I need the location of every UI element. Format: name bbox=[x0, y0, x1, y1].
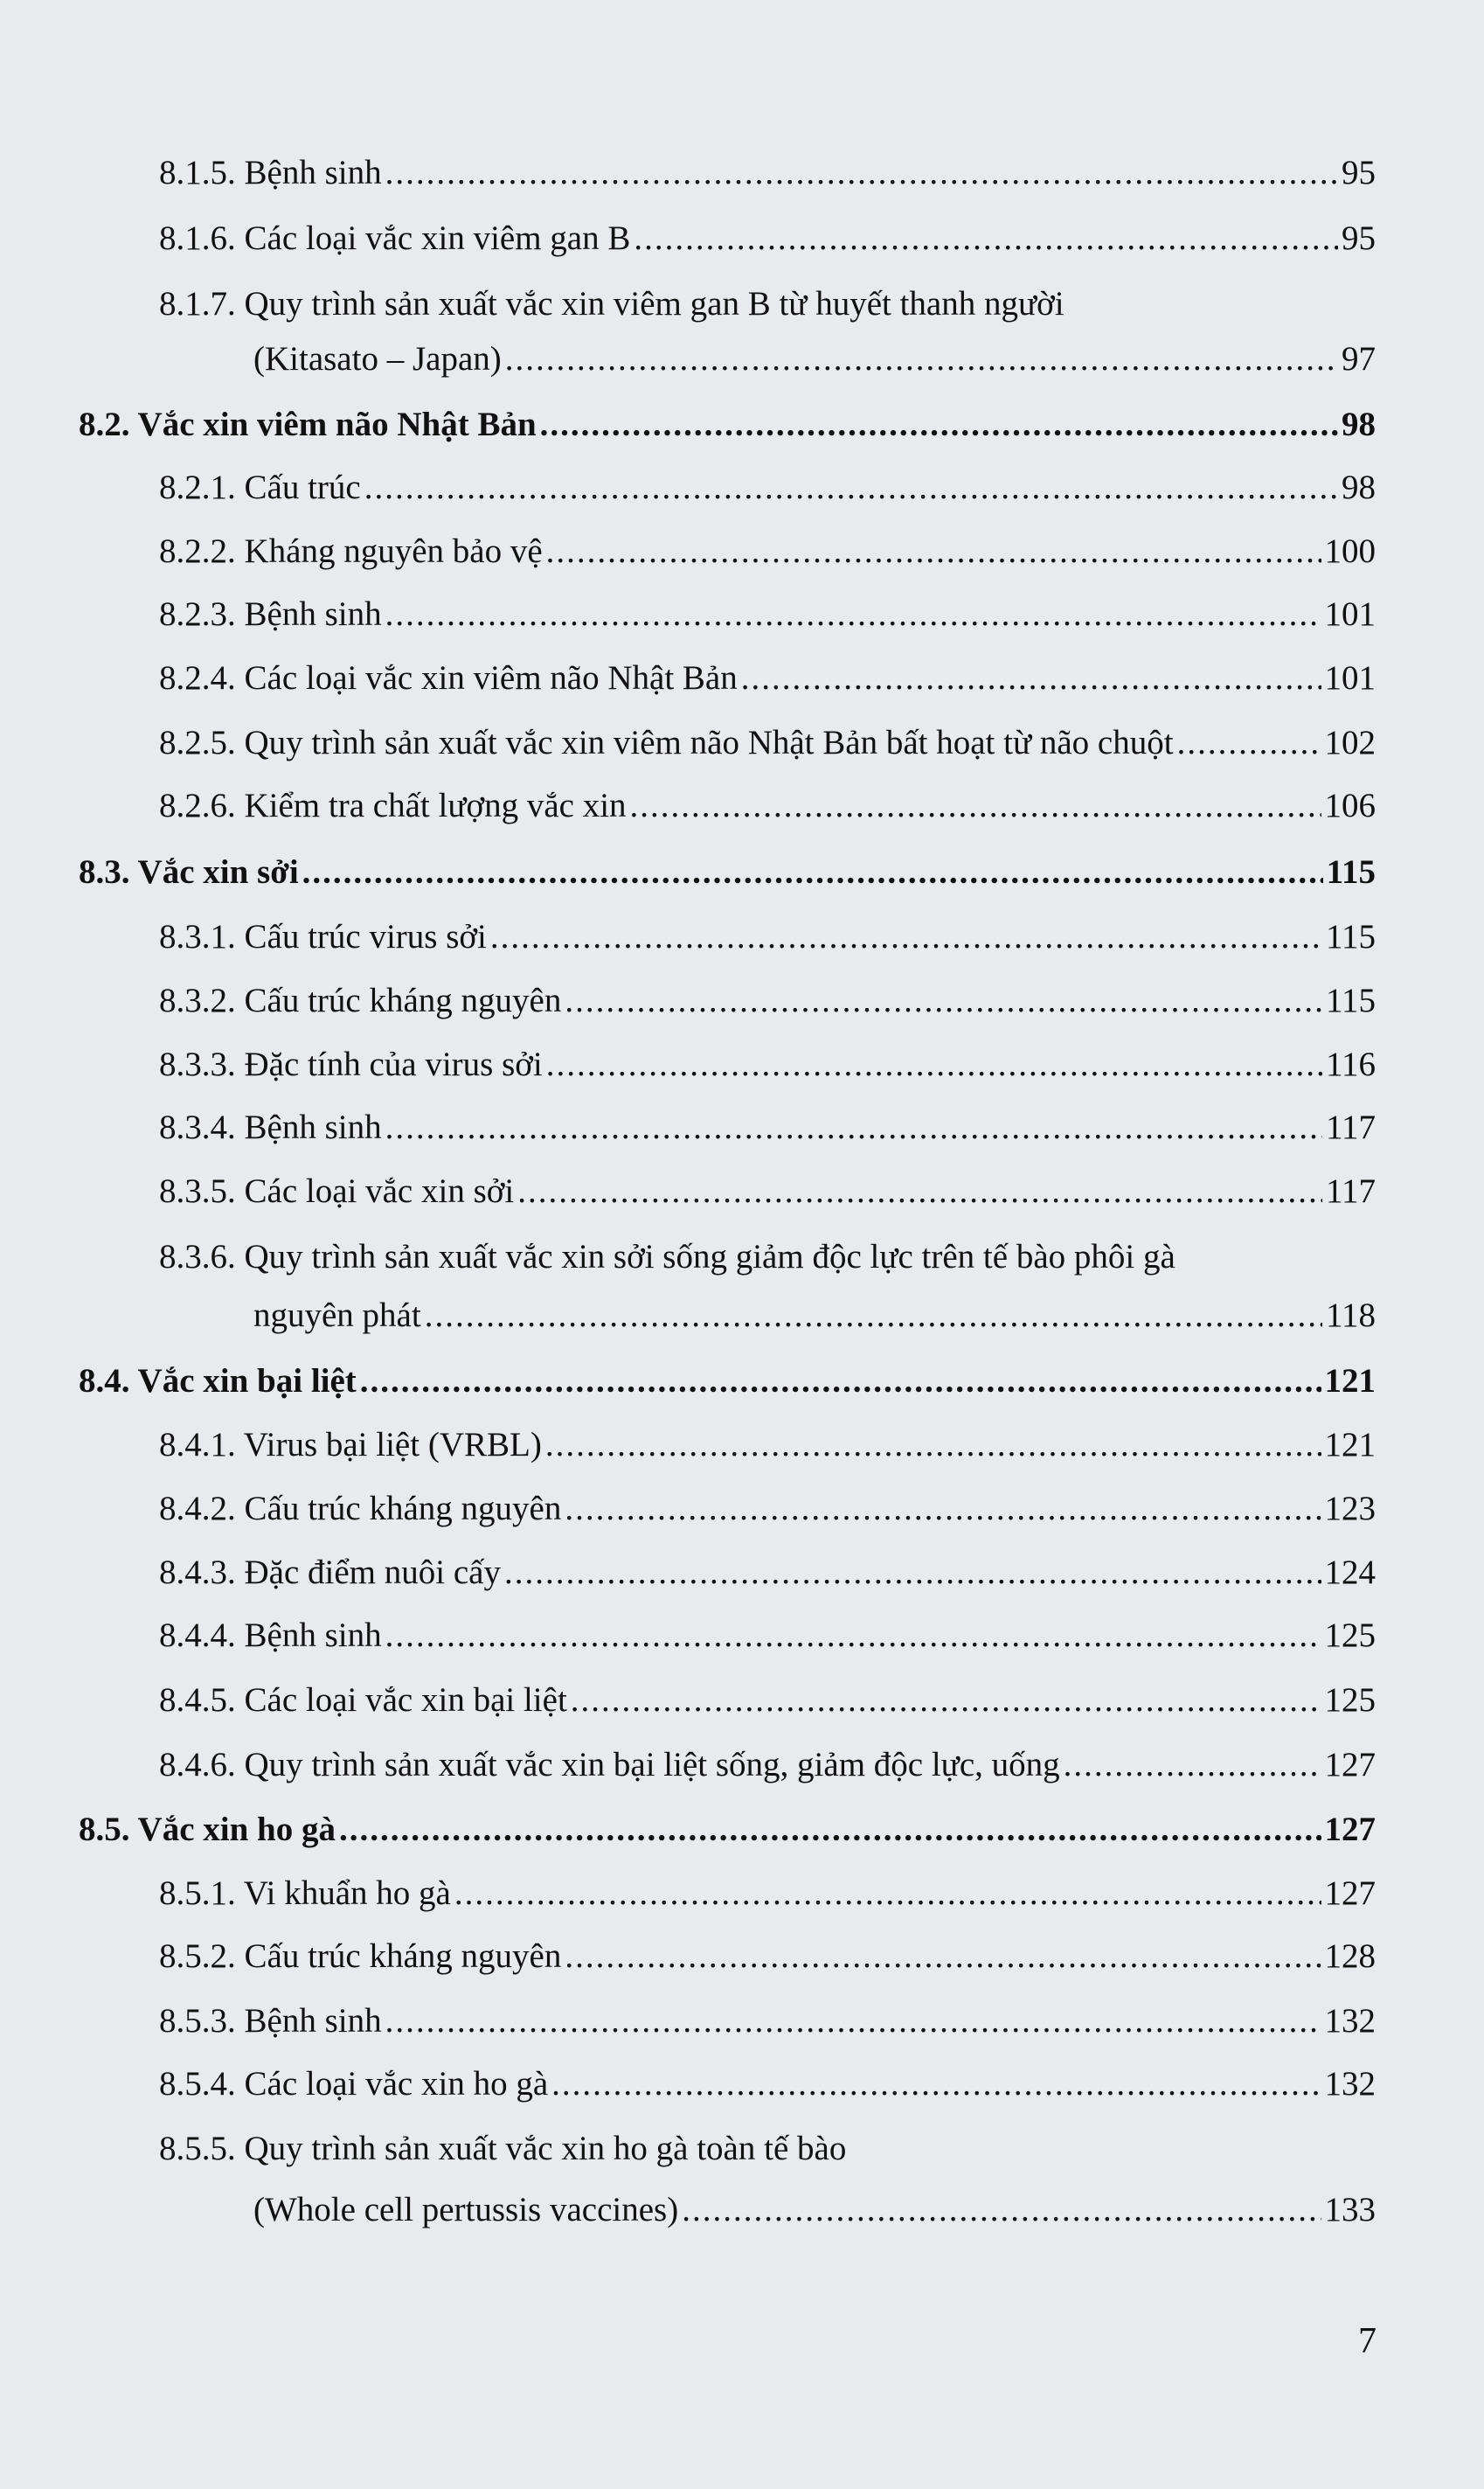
toc-section-label: 8.2. Vắc xin viêm não Nhật Bản bbox=[79, 406, 537, 443]
toc-entry-page: 117 bbox=[1325, 1109, 1376, 1146]
dot-leader bbox=[545, 1419, 1321, 1471]
toc-entry-heading-line bbox=[159, 2123, 846, 2175]
dot-leader bbox=[1064, 1739, 1321, 1791]
toc-entry-heading-line bbox=[159, 278, 1064, 330]
toc-entry bbox=[159, 588, 1376, 641]
toc-section-entry bbox=[79, 1355, 1376, 1408]
toc-entry bbox=[253, 2184, 1376, 2236]
dot-leader bbox=[385, 1102, 1322, 1154]
toc-entry-page: 132 bbox=[1324, 2065, 1376, 2103]
toc-entry-page: 115 bbox=[1325, 918, 1376, 956]
toc-entry bbox=[159, 525, 1376, 578]
dot-leader bbox=[504, 1547, 1321, 1599]
dot-leader bbox=[364, 462, 1338, 514]
toc-entry bbox=[159, 1419, 1376, 1471]
toc-entry-label: 8.2.2. Kháng nguyên bảo vệ bbox=[159, 532, 543, 570]
toc-entry-page: 133 bbox=[1324, 2191, 1376, 2228]
dot-leader bbox=[546, 1039, 1322, 1091]
toc-entry-page: 100 bbox=[1324, 532, 1376, 570]
toc-entry-label: 8.4.4. Bệnh sinh bbox=[159, 1616, 382, 1654]
dot-leader bbox=[385, 147, 1338, 199]
toc-entry-page: 132 bbox=[1324, 2002, 1376, 2040]
toc-entry-label: 8.1.6. Các loại vắc xin viêm gan B bbox=[159, 219, 631, 257]
toc-entry-label: (Whole cell pertussis vaccines) bbox=[253, 2191, 679, 2228]
dot-leader bbox=[302, 846, 1323, 899]
toc-entry-page: 118 bbox=[1325, 1297, 1376, 1334]
toc-section-label: 8.4. Vắc xin bại liệt bbox=[79, 1362, 357, 1400]
dot-leader bbox=[565, 1930, 1321, 1983]
toc-entry bbox=[159, 2058, 1376, 2110]
toc-entry-label: 8.4.2. Cấu trúc kháng nguyên bbox=[159, 1490, 562, 1527]
dot-leader bbox=[454, 1867, 1321, 1920]
dot-leader bbox=[425, 1290, 1322, 1342]
dot-leader bbox=[360, 1355, 1321, 1408]
toc-section-page: 98 bbox=[1342, 406, 1376, 443]
toc-entry bbox=[159, 1547, 1376, 1599]
toc-entry-label: 8.4.3. Đặc điểm nuôi cấy bbox=[159, 1554, 501, 1591]
toc-entry bbox=[159, 1483, 1376, 1535]
toc-entry-label: 8.2.1. Cấu trúc bbox=[159, 469, 361, 506]
dot-leader bbox=[385, 588, 1321, 641]
dot-leader bbox=[551, 2058, 1321, 2110]
toc-entry-page: 95 bbox=[1342, 219, 1376, 257]
toc-entry-label: 8.2.6. Kiểm tra chất lượng vắc xin bbox=[159, 787, 627, 824]
toc-entry-label: 8.5.3. Bệnh sinh bbox=[159, 2002, 382, 2040]
toc-entry-page: 128 bbox=[1324, 1937, 1376, 1975]
toc-entry-page: 121 bbox=[1324, 1426, 1376, 1464]
dot-leader bbox=[385, 1995, 1321, 2048]
toc-entry-page: 127 bbox=[1324, 1874, 1376, 1912]
toc-entry-page: 95 bbox=[1342, 154, 1376, 191]
toc-entry-label: 8.2.5. Quy trình sản xuất vắc xin viêm não Nhật Bản bất hoạt từ não chuột bbox=[159, 724, 1174, 761]
toc-entry-page: 127 bbox=[1324, 1746, 1376, 1783]
toc-section-label: 8.5. Vắc xin ho gà bbox=[79, 1811, 336, 1848]
toc-entry bbox=[159, 1930, 1376, 1983]
dot-leader bbox=[571, 1674, 1321, 1727]
toc-entry-page: 123 bbox=[1324, 1490, 1376, 1527]
toc-entry bbox=[159, 1039, 1376, 1091]
dot-leader bbox=[682, 2184, 1321, 2236]
toc-entry bbox=[159, 1674, 1376, 1727]
dot-leader bbox=[339, 1804, 1321, 1856]
toc-entry bbox=[159, 1165, 1376, 1218]
dot-leader bbox=[505, 333, 1338, 386]
dot-leader bbox=[741, 652, 1321, 705]
toc-entry-label: nguyên phát bbox=[253, 1297, 421, 1334]
dot-leader bbox=[490, 911, 1322, 963]
toc-entry bbox=[159, 652, 1376, 705]
toc-entry-label: 8.2.3. Bệnh sinh bbox=[159, 595, 382, 633]
toc-entry bbox=[159, 1102, 1376, 1154]
toc-entry bbox=[159, 212, 1376, 265]
toc-entry-label: 8.5.4. Các loại vắc xin ho gà bbox=[159, 2065, 549, 2103]
toc-entry bbox=[159, 911, 1376, 963]
toc-entry bbox=[159, 147, 1376, 199]
toc-section-label: 8.3. Vắc xin sởi bbox=[79, 853, 299, 891]
toc-entry-label: 8.4.5. Các loại vắc xin bại liệt bbox=[159, 1681, 567, 1719]
toc-entry bbox=[159, 1995, 1376, 2048]
dot-leader bbox=[517, 1165, 1322, 1218]
toc-entry bbox=[159, 717, 1376, 769]
toc-entry-label: (Kitasato – Japan) bbox=[253, 340, 502, 378]
dot-leader bbox=[634, 212, 1338, 265]
toc-entry-page: 97 bbox=[1342, 340, 1376, 378]
toc-entry bbox=[159, 780, 1376, 832]
toc-entry bbox=[159, 1739, 1376, 1791]
toc-entry bbox=[253, 333, 1376, 386]
dot-leader bbox=[1177, 717, 1321, 769]
toc-entry-label: 8.1.7. Quy trình sản xuất vắc xin viêm gan B từ huyết thanh người bbox=[159, 285, 1064, 323]
toc-section-page: 121 bbox=[1324, 1362, 1376, 1400]
toc-entry-label: 8.3.5. Các loại vắc xin sởi bbox=[159, 1172, 515, 1210]
toc-entry bbox=[159, 1610, 1376, 1662]
toc-entry-page: 102 bbox=[1324, 724, 1376, 761]
toc-entry bbox=[159, 975, 1376, 1027]
toc-entry-page: 98 bbox=[1342, 469, 1376, 506]
toc-entry bbox=[159, 1867, 1376, 1920]
toc-entry-page: 115 bbox=[1325, 982, 1376, 1019]
toc-entry-label: 8.3.2. Cấu trúc kháng nguyên bbox=[159, 982, 562, 1019]
toc-entry-label: 8.3.1. Cấu trúc virus sởi bbox=[159, 918, 487, 956]
toc-entry-label: 8.3.6. Quy trình sản xuất vắc xin sởi sống giảm độc lực trên tế bào phôi gà bbox=[159, 1238, 1175, 1276]
toc-entry-label: 8.5.1. Vi khuẩn ho gà bbox=[159, 1874, 451, 1912]
toc-entry-page: 101 bbox=[1324, 659, 1376, 697]
toc-entry-label: 8.2.4. Các loại vắc xin viêm não Nhật Bản bbox=[159, 659, 738, 697]
dot-leader bbox=[546, 525, 1321, 578]
toc-entry-label: 8.5.5. Quy trình sản xuất vắc xin ho gà toàn tế bào bbox=[159, 2130, 847, 2167]
dot-leader bbox=[565, 1483, 1321, 1535]
dot-leader bbox=[540, 399, 1338, 451]
toc-entry-heading-line bbox=[159, 1231, 1175, 1283]
toc-entry-page: 125 bbox=[1324, 1616, 1376, 1654]
toc-entry-page: 106 bbox=[1324, 787, 1376, 824]
toc-entry-page: 125 bbox=[1324, 1681, 1376, 1719]
toc-section-entry bbox=[79, 399, 1376, 451]
toc-entry bbox=[159, 462, 1376, 514]
page-number: 7 bbox=[1358, 2321, 1377, 2361]
toc-entry-page: 116 bbox=[1325, 1046, 1376, 1083]
toc-entry-label: 8.3.3. Đặc tính của virus sởi bbox=[159, 1046, 543, 1083]
toc-entry-label: 8.4.1. Virus bại liệt (VRBL) bbox=[159, 1426, 542, 1464]
dot-leader bbox=[565, 975, 1322, 1027]
toc-entry-page: 117 bbox=[1325, 1172, 1376, 1210]
toc-entry-label: 8.1.5. Bệnh sinh bbox=[159, 154, 382, 191]
toc-entry-label: 8.5.2. Cấu trúc kháng nguyên bbox=[159, 1937, 562, 1975]
toc-entry-label: 8.3.4. Bệnh sinh bbox=[159, 1109, 382, 1146]
toc-entry-page: 101 bbox=[1324, 595, 1376, 633]
toc-section-page: 115 bbox=[1326, 853, 1376, 891]
toc-entry bbox=[253, 1290, 1376, 1342]
toc-entry-page: 124 bbox=[1324, 1554, 1376, 1591]
toc-entry-label: 8.4.6. Quy trình sản xuất vắc xin bại liệt sống, giảm độc lực, uống bbox=[159, 1746, 1060, 1783]
toc-section-page: 127 bbox=[1324, 1811, 1376, 1848]
toc-section-entry bbox=[79, 846, 1376, 899]
dot-leader bbox=[385, 1610, 1321, 1662]
dot-leader bbox=[630, 780, 1321, 832]
toc-section-entry bbox=[79, 1804, 1376, 1856]
